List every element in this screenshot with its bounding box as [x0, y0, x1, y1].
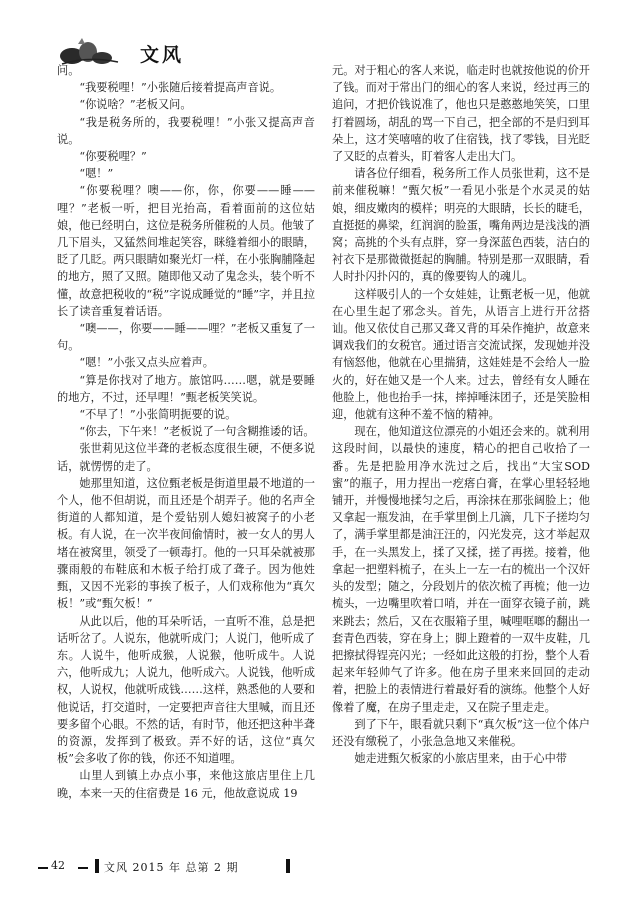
footer-dash: [78, 867, 88, 869]
paragraph: “你要税哩？”: [79, 150, 147, 164]
paragraph: 这样吸引人的一个女娃娃，让甄老板一见，他就在心里生起了邪念头。首先，从语言上进行开岔搭讪。他又依仗自己那又聋又背的耳朵作掩护，故意来调戏我们的女税官。通过语言交流试探，发现她并没有恼怒他，他就在心里揣猜，这娃娃是不会给人一脸火的，好在她又是一个人来。过去，曾经有女人睡在他脸上，他也抬手一抹，摔掉唾沫团子，还是笑脸相迎，他就有这种不羞不恼的精神。: [332, 287, 590, 422]
masthead: [40, 22, 240, 66]
paragraph: 到了下午，眼看就只剩下“真欠板”这一位个体户还没有缴税了，小张急急地又来催税。: [332, 717, 590, 748]
paragraph: 现在，他知道这位漂亮的小姐还会来的。就利用这段时间，以最快的速度，精心的把自己收拾了一番。先是把脸用净水洗过之后，找出“大宝SOD蜜”的瓶子，用力捏出一疙瘩白膏，在掌心里轻轻地铺开，并慢慢地揉匀之后，再涂抹在那张阔脸上；他又拿起一瓶发油，在手掌里倒上几滴，几下子搓均匀了，满手掌里都是油汪汪的，闪光发亮，这才举起双手，在一头黑发上，揉了又揉，搓了再搓。接着，他拿起一把塑料梳子，在头上一左一右的梳出一个汉奸头的发型；随之，分段划片的依次梳了再梳；他一边梳头，一边嘴里吹着口哨，并在一面穿衣镜子前，跳来跳去；然后，又在衣服箱子里，喊哩哐啷的翻出一套青色西装，穿在身上；脚上蹬着的一双牛皮鞋，几把擦拭得锃亮闪光；一经如此这般的打扮，整个人看起来年轻帅气了许多。他在房子里来来回回的走动着，把脸上的表情进行着最好看的演练。他整个人好像着了魔，在房子里走走，又在院子里走走。: [332, 425, 590, 714]
paragraph: “你要税哩？噢——你，你，你要——睡——哩？”老板一听，把目光抬高，看着面前的这位姑娘，他已经明白，这位是税务所催税的人员。他皱了几下眉头，又猛然间堆起笑容，眯缝着细小的眼睛，眨了几眨。两只眼睛如聚光灯一样，在小张胸脯隆起的地方，照了又照。随即他又动了鬼念头，装个听不懂，故意把税收的“税”字说成睡觉的“睡”字，并且拉长了读音重复着话语。: [57, 184, 315, 318]
left-text-column: [57, 62, 315, 852]
footer-bar: [95, 859, 99, 873]
paragraph: 从此以后，他的耳朵听话，一直听不准，总是把话听岔了。人说东，他就听成门；人说门，他听成了东。人说牛，他听成猴，人说猴，他听成牛。人说六，他听成九；人说九，他听成六。人说钱，他听成权，人说权，他就听成钱……这样，熟悉他的人要和他说话，打交道时，一定要把声音往大里喊，而且还要多留个心眼。不然的话，有时节，他还把这种半聋的资源，发挥到了极致。弄不好的话，这位“真欠板”会多收了你的钱，你还不知道哩。: [57, 614, 315, 766]
paragraph: 问。: [57, 64, 80, 77]
paragraph: 山里人到镇上办点小事，来他这旅店里住上几晚，本来一天的住宿费是 16 元，他故意说成 19: [57, 769, 315, 800]
page-footer: [38, 858, 598, 878]
paragraph: 张世莉见这位半聋的老板态度很生硬，不便多说话，就愣愣的走了。: [57, 442, 315, 473]
footer-bar: [286, 859, 290, 873]
paragraph: 她走进甄欠板家的小旅店里来，由于心中带: [354, 752, 567, 766]
paragraph: 元。对于粗心的客人来说，临走时也就按他说的价开了钱。而对于常出门的细心的客人来说，经过再三的追问，才把价钱说准了，他也只是憨憨地笑笑，口里打着圆场，胡乱的骂一下自己，把全部的不是归到耳朵上，这才笑嘻嘻的收了住宿钱，找了零钱，目光眨了又眨的点着头，盯着客人走出大门。: [332, 64, 590, 164]
paragraph: “你说啥？”老板又问。: [79, 98, 192, 112]
footer-dash: [38, 867, 48, 869]
paragraph: “嗯！”: [79, 167, 114, 181]
paragraph: “嗯！”小张又点头应着声。: [79, 356, 214, 370]
paragraph: 请各位仔细看，税务所工作人员张世莉，这不是前来催税嘛！“甄欠板”一看见小张是个水灵灵的姑娘，细皮嫩肉的模样；明亮的大眼睛，长长的睫毛，直挺挺的鼻梁，红润润的脸蛋，嘴角两边是浅浅的酒窝；高挑的个头有点胖，穿一身深蓝色西装，洁白的衬衣下是那微微挺起的胸脯。特别是那一双眼睛，看人时扑闪扑闪的，真的像要钩人的魂儿。: [332, 167, 590, 284]
paragraph: “算是你找对了地方。旅馆吗……嗯，就是要睡的地方，不过，还早哩！”甄老板笑笑说。: [57, 373, 315, 404]
paragraph: “我要税哩！”小张随后接着提高声音说。: [79, 81, 282, 95]
publication-info: 文风 2015 年 总第 2 期: [104, 861, 239, 874]
paragraph: 她那里知道，这位甄老板是街道里最不地道的一个人，他不但胡说，而且还是个胡弄子。他的名声全街道的人都知道，是个爱钻别人媳妇被窝子的小老板。有人说，在一次半夜间偷情时，被一女人的男人堵在被窝里，领受了一顿毒打。他的一只耳朵就被那骤雨般的布鞋底和木板子给打成了聋子。因为他姓甄，又因不光彩的事挨了板子，人们戏称他为“真欠板！”或“甄欠板！”: [57, 476, 315, 611]
section-title: 文风: [140, 44, 185, 66]
right-text-column: [332, 62, 590, 852]
paragraph: “噢——，你要——睡——哩？”老板又重复了一句。: [57, 322, 315, 353]
paragraph: “我是税务所的，我要税哩！”小张又提高声音说。: [57, 115, 315, 146]
page-number: 42: [51, 859, 65, 872]
paragraph: “你去，下午来！”老板说了一句含糊推诿的话。: [79, 425, 315, 439]
paragraph: “不早了！”小张简明扼要的说。: [79, 408, 237, 422]
